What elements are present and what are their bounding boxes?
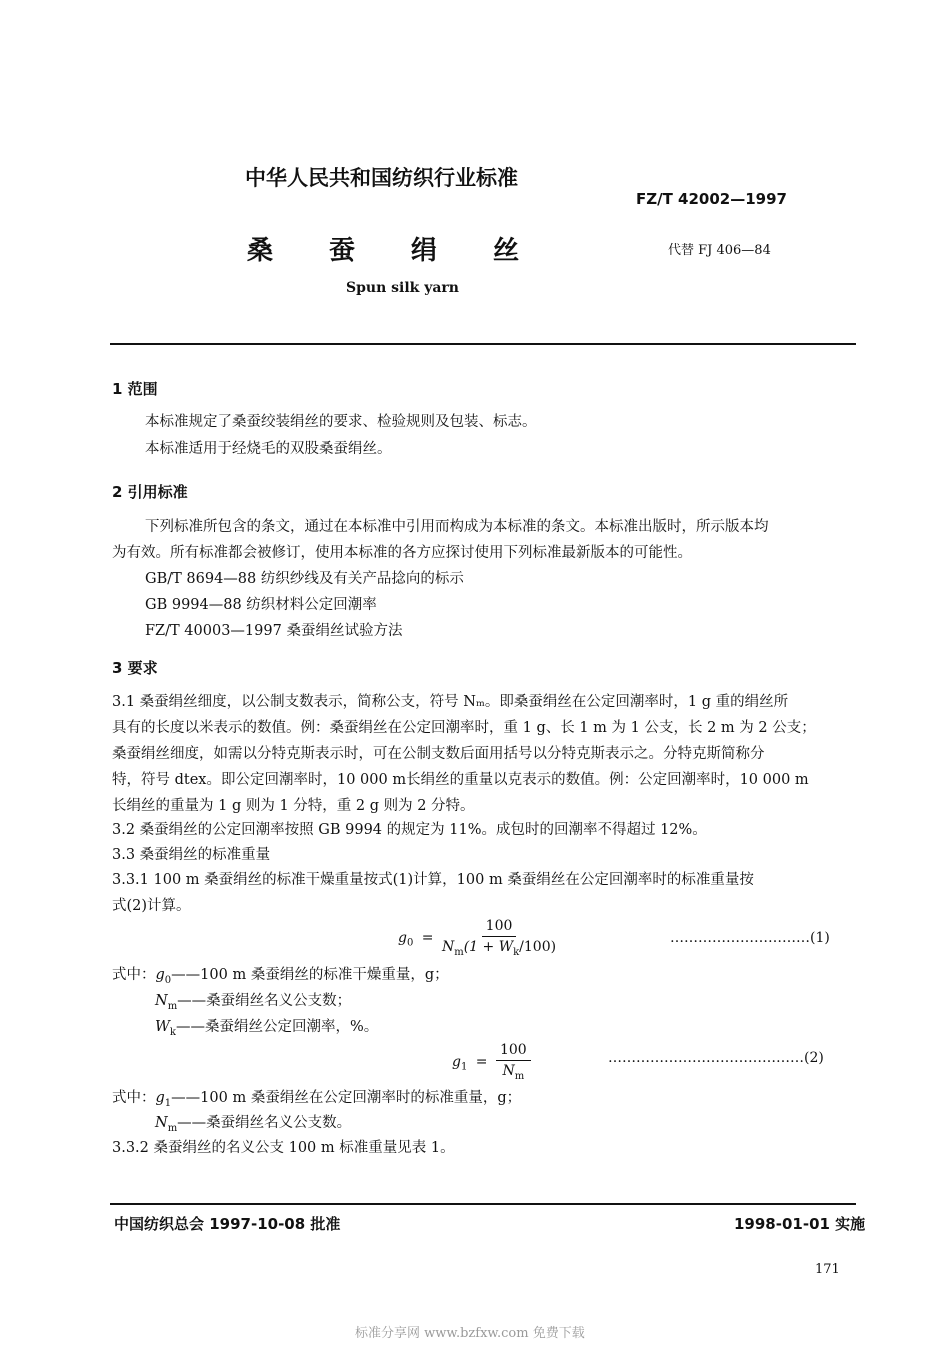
title-chinese: 桑蚕绢丝 bbox=[247, 236, 576, 266]
clause-3-1-line: 3.1 桑蚕绢丝细度，以公制支数表示，简称公支，符号 Nₘ。即桑蚕绢丝在公定回潮率时，1 g 重的绢丝所 bbox=[112, 694, 789, 710]
where-item: $N_m——$桑蚕绢丝名义公支数。 bbox=[155, 1115, 352, 1134]
header-rule bbox=[110, 343, 856, 345]
effective-date: 1998-01-01 实施 bbox=[734, 1215, 866, 1233]
where-item: $W_k——$桑蚕绢丝公定回潮率，%。 bbox=[155, 1019, 379, 1038]
org-title: 中华人民共和国纺织行业标准 bbox=[245, 166, 518, 190]
title-english: Spun silk yarn bbox=[346, 280, 459, 296]
reference-item: GB 9994—88 纺织材料公定回潮率 bbox=[145, 597, 377, 613]
clause-3-2: 3.2 桑蚕绢丝的公定回潮率按照 GB 9994 的规定为 11%。成包时的回潮率不得超过 12%。 bbox=[112, 822, 707, 838]
clause-3-1-line: 特，符号 dtex。即公定回潮率时，10 000 m长绢丝的重量以克表示的数值。例：公定回潮率时，10 000 m bbox=[112, 772, 809, 788]
clause-3-3-2: 3.3.2 桑蚕绢丝的名义公支 100 m 标准重量见表 1。 bbox=[112, 1140, 455, 1156]
reference-item: FZ/T 40003—1997 桑蚕绢丝试验方法 bbox=[145, 623, 403, 639]
clause-3-1-line: 桑蚕绢丝细度，如需以分特克斯表示时，可在公制支数后面用括号以分特克斯表示之。分特克斯简称分 bbox=[112, 746, 765, 762]
equation-2-number: ……………………………………(2) bbox=[608, 1050, 824, 1066]
approval-note: 中国纺织总会 1997-10-08 批准 bbox=[114, 1215, 341, 1233]
equation-1-number: …………………………(1) bbox=[670, 930, 830, 946]
clause-3-1-line: 具有的长度以米表示的数值。例：桑蚕绢丝在公定回潮率时，重 1 g、长 1 m 为 1 公支，长 2 m 为 2 公支； bbox=[112, 720, 816, 736]
clause-3-3-1-line-1: 3.3.1 100 m 桑蚕绢丝的标准干燥重量按式(1)计算，100 m 桑蚕绢丝在公定回潮率时的标准重量按 bbox=[112, 872, 754, 888]
section-3-heading: 3 要求 bbox=[112, 659, 158, 677]
section-1-heading: 1 范围 bbox=[112, 380, 158, 398]
watermark: 标准分享网 www.bzfxw.com 免费下载 bbox=[355, 1326, 585, 1341]
replaces-note: 代替 FJ 406—84 bbox=[668, 243, 771, 258]
where-item: 式中：$g_1——100$ m 桑蚕绢丝在公定回潮率时的标准重量，g； bbox=[112, 1090, 522, 1109]
page-number: 171 bbox=[815, 1262, 840, 1277]
clause-3-3-1-line-2: 式(2)计算。 bbox=[112, 898, 191, 914]
equation-2: $g_1$ = $\frac{100}{N_m}$ bbox=[452, 1042, 531, 1082]
standard-number: FZ/T 42002—1997 bbox=[636, 190, 787, 208]
section-2-para-line-1: 下列标准所包含的条文，通过在本标准中引用而构成为本标准的条文。本标准出版时，所示版本均 bbox=[145, 519, 769, 535]
where-item: 式中：$g_0——100$ m 桑蚕绢丝的标准干燥重量，g； bbox=[112, 967, 449, 986]
clause-3-3: 3.3 桑蚕绢丝的标准重量 bbox=[112, 847, 271, 863]
section-1-para-2: 本标准适用于经烧毛的双股桑蚕绢丝。 bbox=[145, 441, 392, 457]
section-2-heading: 2 引用标准 bbox=[112, 483, 188, 501]
clause-3-1-line: 长绢丝的重量为 1 g 则为 1 分特，重 2 g 则为 2 分特。 bbox=[112, 798, 475, 814]
footer-rule bbox=[110, 1203, 856, 1205]
equation-1: $g_0$ = $\frac{100}{N_m(1 + W_k/100)}$ bbox=[398, 918, 557, 958]
reference-item: GB/T 8694—88 纺织纱线及有关产品捻向的标示 bbox=[145, 571, 464, 587]
section-1-para-1: 本标准规定了桑蚕绞装绢丝的要求、检验规则及包装、标志。 bbox=[145, 414, 537, 430]
where-item: $N_m——$桑蚕绢丝名义公支数； bbox=[155, 993, 352, 1012]
section-2-para-line-2: 为有效。所有标准都会被修订，使用本标准的各方应探讨使用下列标准最新版本的可能性。 bbox=[112, 545, 692, 561]
